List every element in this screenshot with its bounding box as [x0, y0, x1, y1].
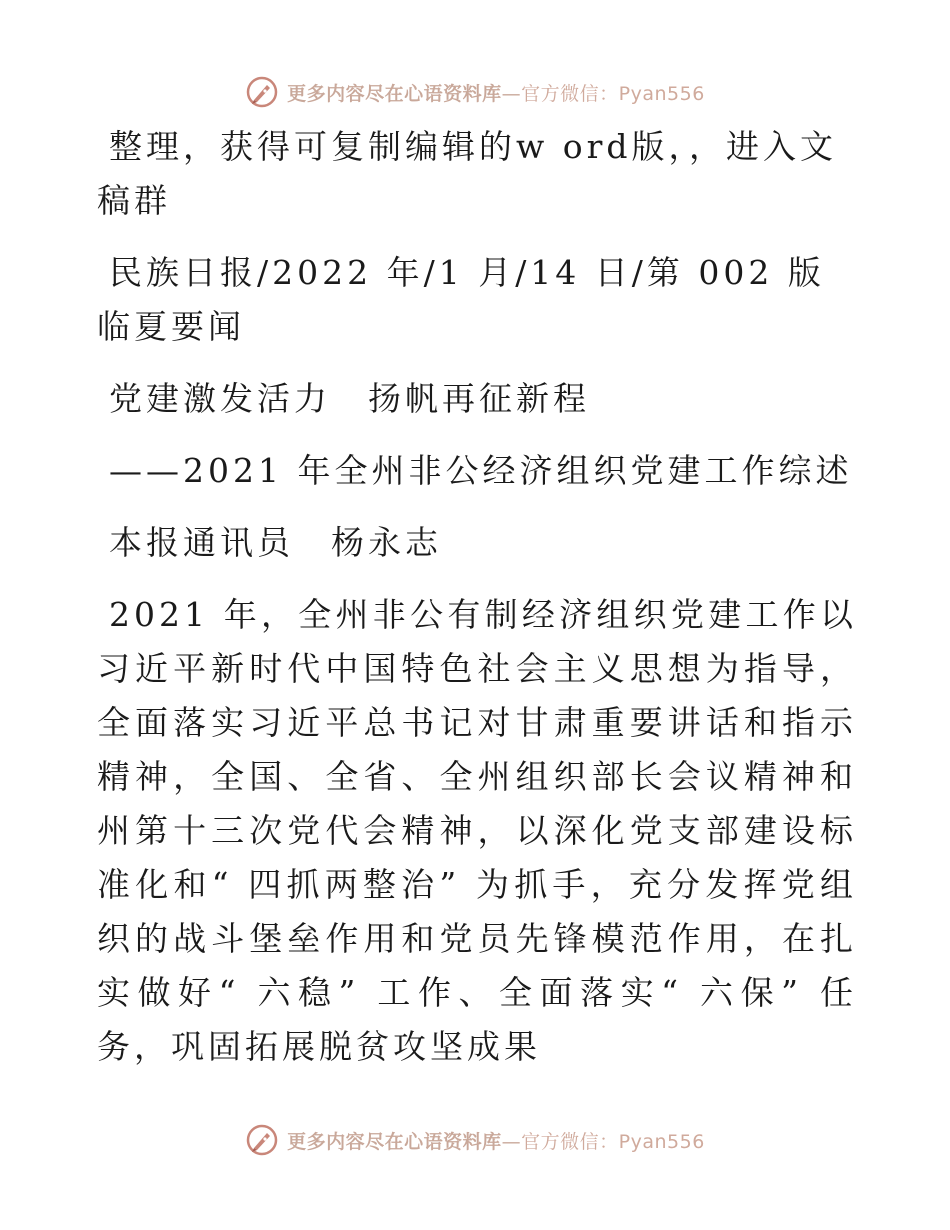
- pen-logo-icon: [245, 1123, 279, 1157]
- footer-watermark-banner: [0, 1120, 950, 1160]
- article-title: 党建激发活力 扬帆再征新程: [109, 379, 590, 418]
- banner-inner: [245, 1123, 705, 1157]
- banner-title: 更多内容尽在心语资料库: [287, 82, 502, 105]
- header-watermark-banner: [0, 72, 950, 112]
- banner-inner: [245, 75, 705, 109]
- banner-text: [287, 79, 705, 106]
- article-body: 2021 年，全州非公有制经济组织党建工作以习近平新时代中国特色社会主义思想为指导，全面落实习近平总书记对甘肃重要讲话和指示精神，全国、全省、全州组织部长会议精神和州第十三次党代会精神，以深化党支部建设标准化和“ 四抓两整治” 为抓手，充分发挥党组织的战斗堡垒作用和党员先锋模范作用，在扎实做好“ 六稳” 工作、全面落实“ 六保” 任务，巩固拓展脱贫攻坚成果: [97, 595, 857, 1066]
- banner-separator: —: [501, 1130, 522, 1153]
- source-line: 民族日报/2022 年/1 月/14 日/第 002 版临夏要闻: [97, 253, 825, 346]
- banner-text: [287, 1127, 705, 1154]
- banner-separator: —: [501, 82, 522, 105]
- intro-note: 整理，获得可复制编辑的w ord版，，进入文稿群: [97, 127, 838, 220]
- banner-title: 更多内容尽在心语资料库: [287, 1130, 502, 1153]
- banner-contact: 官方微信：Pyan556: [521, 82, 705, 105]
- pen-logo-icon: [245, 75, 279, 109]
- document-content: [97, 120, 857, 1074]
- banner-contact: 官方微信：Pyan556: [521, 1130, 705, 1153]
- article-subtitle: ——2021 年全州非公经济组织党建工作综述: [109, 451, 853, 490]
- author-byline: 本报通讯员 杨永志: [109, 523, 442, 562]
